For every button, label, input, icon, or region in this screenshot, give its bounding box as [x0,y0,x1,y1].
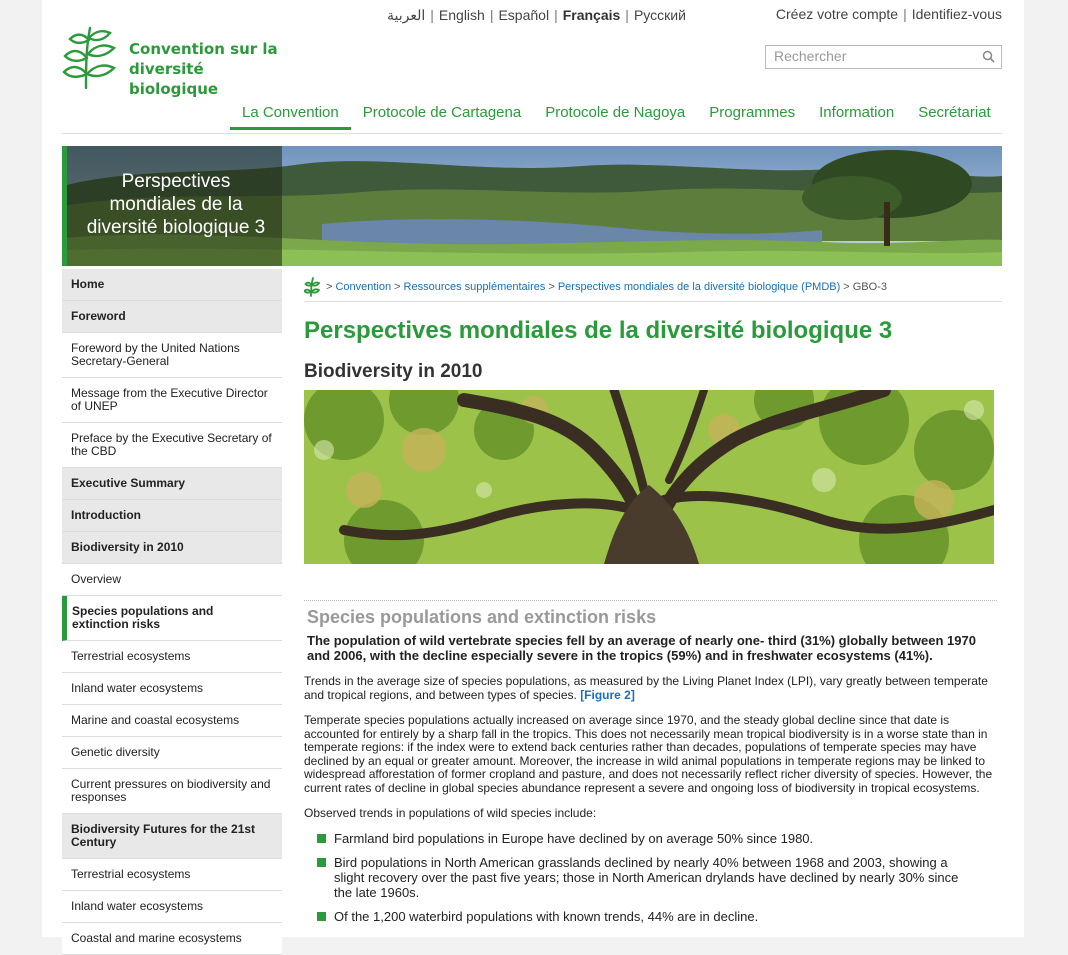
figure-2-link[interactable]: [Figure 2] [580,687,635,702]
separator: | [903,6,907,22]
lang-arabic[interactable]: العربية [387,7,426,23]
sidebar-item-inland-water-futures[interactable]: Inland water ecosystems [62,891,282,923]
lang-spanish[interactable]: Español [498,7,550,23]
sidebar-item-foreword[interactable]: Foreword [62,301,282,333]
separator: | [430,7,434,23]
breadcrumb-separator: > [548,281,555,293]
create-account-link[interactable]: Créez votre compte [775,6,899,22]
sidebar-item-overview[interactable]: Overview [62,564,282,596]
list-item-text: Farmland bird populations in Europe have declined by on average 50% since 1980. [334,830,814,846]
login-link[interactable]: Identifiez-vous [911,6,1002,22]
search-box [765,45,1002,69]
list-item [304,855,964,900]
sidebar-item-genetic-diversity[interactable]: Genetic diversity [62,737,282,769]
breadcrumb-separator: > [843,281,850,293]
list-item [304,831,964,846]
lang-english[interactable]: English [438,7,485,23]
lead-paragraph: The population of wild vertebrate species fell by an average of nearly one- third (31%) globally between 1970 and 2006, with the decline especially severe in the tropics (59%) and in freshwater ecosystems (41%). [307,633,976,663]
lang-russian[interactable]: Русский [633,7,686,23]
account-links [776,6,1002,22]
main-nav [230,100,1003,132]
nav-la-convention[interactable]: La Convention [230,100,351,130]
sidebar-item-coastal-marine-futures[interactable]: Coastal and marine ecosystems [62,923,282,955]
sidebar-item-marine-coastal[interactable]: Marine and coastal ecosystems [62,705,282,737]
sidebar-item-terrestrial-futures[interactable]: Terrestrial ecosystems [62,859,282,891]
sidebar-item-biodiversity-futures[interactable]: Biodiversity Futures for the 21st Century [62,814,282,859]
cbd-logo[interactable] [62,24,292,98]
sidebar-item-home[interactable]: Home [62,269,282,301]
leaf-home-icon[interactable] [304,277,320,297]
trend-list [304,831,1002,924]
page-title: Perspectives mondiales de la diversité biologique 3 [304,317,893,344]
list-item-text: Bird populations in North American grasslands declined by nearly 40% between 1968 and 2003, showing a slight recovery over the past five years; those in North American drylands have declined by nearly 30% since the late 1960s. [334,854,959,900]
nav-nagoya[interactable]: Protocole de Nagoya [545,104,686,121]
logo-line-2: diversité biologique [129,60,219,98]
page [42,0,1024,945]
main-content [304,275,1002,933]
nav-programmes[interactable]: Programmes [709,104,796,121]
sidebar-item-terrestrial[interactable]: Terrestrial ecosystems [62,641,282,673]
bullet-square-icon [317,858,326,867]
nav-divider [62,133,1002,134]
separator: | [625,7,629,23]
tree-canopy-image [304,390,994,564]
breadcrumb-pmdb[interactable]: Perspectives mondiales de la diversité biologique (PMDB) [557,281,841,293]
logo-text [129,39,292,99]
breadcrumb-separator: > [394,281,401,293]
paragraph-1 [304,675,996,702]
leaf-logo-icon [62,24,118,90]
section-title: Species populations and extinction risks [307,607,657,627]
bullet-square-icon [317,834,326,843]
sidebar-item-introduction[interactable]: Introduction [62,500,282,532]
sidebar-item-foreword-un[interactable]: Foreword by the United Nations Secretary-General [62,333,282,378]
sidebar-item-inland-water[interactable]: Inland water ecosystems [62,673,282,705]
sidebar-item-biodiversity-2010[interactable]: Biodiversity in 2010 [62,532,282,564]
sidebar-item-current-pressures[interactable]: Current pressures on biodiversity and responses [62,769,282,814]
lang-french[interactable]: Français [562,7,621,23]
sidebar-item-executive-summary[interactable]: Executive Summary [62,468,282,500]
paragraph-1-text: Trends in the average size of species populations, as measured by the Living Planet Index (LPI), vary greatly between temperate and tropical regions, and between types of species. [304,674,988,702]
banner-title-panel [62,146,282,266]
paragraph-3: Observed trends in populations of wild species include: [304,806,597,820]
separator: | [489,7,494,23]
banner-title: Perspectives mondiales de la diversité biologique 3 [86,171,266,238]
search-input[interactable] [766,46,987,66]
nav-secretariat[interactable]: Secrétariat [918,104,991,121]
list-item-text: Of the 1,200 waterbird populations with known trends, 44% are in decline. [334,908,759,924]
tree-canopy-graphic [304,390,994,564]
breadcrumb-divider [304,301,1002,302]
breadcrumb [304,275,1002,299]
sidebar-item-message-unep[interactable]: Message from the Executive Director of UNEP [62,378,282,423]
nav-cartagena[interactable]: Protocole de Cartagena [362,104,522,121]
breadcrumb-current: GBO-3 [852,281,887,293]
search-icon[interactable] [982,50,995,63]
logo-line-1: Convention sur la [129,40,278,58]
separator: | [554,7,558,23]
list-item [304,909,964,924]
nav-information[interactable]: Information [819,104,895,121]
section-divider [304,600,997,601]
sidebar-nav [62,269,282,955]
language-bar [387,7,686,24]
sidebar-item-preface-cbd[interactable]: Preface by the Executive Secretary of the CBD [62,423,282,468]
sidebar-item-species-populations[interactable]: Species populations and extinction risks [62,596,282,641]
breadcrumb-ressources[interactable]: Ressources supplémentaires [403,281,546,293]
breadcrumb-separator: > [326,281,333,293]
page-banner [62,146,1002,266]
page-subtitle: Biodiversity in 2010 [304,361,483,382]
paragraph-2: Temperate species populations actually increased on average since 1970, and the steady global decline since that date is accounted for entirely by a sharp fall in the tropics. This does not necessarily mean tropical biodiversity is in a worse state than in temperate regions: if the index were to extend back centuries rather than decades, populations of temperate species may have declined by an equal or greater amount. Moreover, the increase in wild animal populations in temperate regions may be linked to widespread afforestation of former cropland and pasture, and does not necessarily reflect richer diversity of species. However, the current rates of decline in global species abundance represent a severe and ongoing loss of biodiversity in tropical ecosystems. [304,713,993,795]
breadcrumb-convention[interactable]: Convention [335,281,392,293]
bullet-square-icon [317,912,326,921]
